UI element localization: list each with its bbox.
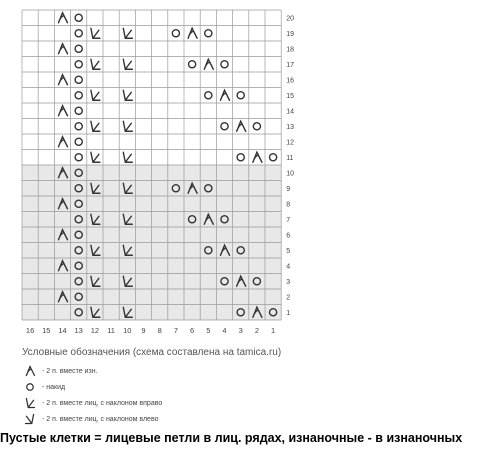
column-number: 11: [107, 326, 115, 335]
yarn-over-symbol: [270, 154, 277, 161]
legend-item: [22, 396, 492, 412]
column-number: 10: [123, 326, 132, 335]
legend-item: [22, 380, 492, 396]
yarn-over-symbol: [75, 154, 82, 161]
yarn-over-symbol: [75, 123, 82, 130]
yarn-over-symbol: [172, 30, 179, 37]
row-number: 9: [286, 185, 291, 193]
row-number: 20: [286, 15, 294, 23]
k2tog-right-symbol: [26, 399, 34, 408]
yarn-over-symbol: [75, 138, 82, 145]
row-number: 17: [286, 61, 294, 69]
column-number: 4: [222, 326, 227, 335]
row-number: 19: [286, 30, 294, 38]
purl-2-together-symbol: [59, 44, 68, 54]
row-number: 3: [286, 278, 291, 286]
column-number: 2: [254, 326, 259, 335]
column-number: 16: [25, 326, 35, 335]
yarn-over-symbol: [253, 123, 260, 130]
k2tog-right-symbol: [91, 152, 100, 162]
column-number: 9: [141, 326, 146, 335]
yarn-over-symbol: [75, 45, 82, 52]
purl-2-together-symbol: [237, 121, 246, 131]
k2tog-right-symbol: [123, 28, 132, 38]
row-number: 13: [286, 123, 294, 131]
k2tog-right-icon: [22, 396, 38, 410]
row-number: 12: [286, 139, 294, 147]
purl-2-together-icon: [22, 364, 38, 378]
yarn-over-symbol: [75, 30, 82, 37]
purl-2-together-symbol: [26, 367, 34, 376]
yarn-over-symbol: [75, 76, 82, 83]
k2tog-right-symbol: [91, 90, 100, 100]
column-number: 1: [271, 326, 276, 335]
k2tog-right-symbol: [123, 121, 132, 131]
legend-title: Условные обозначения (схема составлена на tamica.ru): [22, 347, 282, 358]
row-number: 16: [286, 77, 294, 85]
legend-item-text: - накид: [42, 384, 66, 391]
row-number: 15: [286, 92, 294, 100]
bottom-note: Пустые клетки = лицевые петли в лиц. рядах, изнаночные - в изнаночных: [0, 431, 463, 445]
k2tog-right-symbol: [123, 59, 132, 69]
yarn-over-symbol: [75, 92, 82, 99]
row-number: 2: [286, 294, 291, 302]
column-number: 3: [238, 326, 243, 335]
row-number: 7: [286, 216, 291, 224]
yarn-over-symbol: [27, 384, 33, 390]
column-number: 7: [173, 326, 178, 335]
yarn-over-symbol: [237, 154, 244, 161]
yarn-over-symbol: [75, 14, 82, 21]
k2tog-right-symbol: [91, 59, 100, 69]
purl-2-together-symbol: [188, 28, 197, 38]
column-number: 15: [42, 326, 51, 335]
column-number: 13: [74, 326, 83, 335]
k2tog-right-symbol: [91, 28, 100, 38]
purl-2-together-symbol: [59, 13, 68, 23]
row-number: 4: [286, 263, 291, 271]
legend-item-text: - 2 п. вместе лиц. с наклоном вправо: [42, 400, 163, 407]
row-number: 18: [286, 46, 294, 54]
purl-2-together-symbol: [59, 106, 68, 116]
yarn-over-symbol: [75, 61, 82, 68]
row-number: 11: [286, 154, 294, 162]
purl-2-together-symbol: [59, 137, 68, 147]
legend-item-text: - 2 п. вместе изн.: [42, 368, 98, 375]
column-number: 6: [190, 326, 195, 335]
legend: [22, 347, 492, 428]
k2tog-right-symbol: [123, 152, 132, 162]
row-number: 6: [286, 232, 291, 240]
yarn-over-symbol: [189, 61, 196, 68]
legend-item: [22, 364, 492, 380]
yarn-over-symbol: [221, 61, 228, 68]
k2tog-left-symbol: [26, 415, 34, 424]
row-number: 14: [286, 108, 294, 116]
purl-2-together-symbol: [204, 59, 213, 69]
yarn-over-symbol: [75, 107, 82, 114]
legend-item: [22, 412, 492, 428]
row-number: 10: [286, 170, 294, 178]
column-number: 14: [58, 326, 67, 335]
yarn-over-symbol: [205, 92, 212, 99]
column-number: 5: [206, 326, 211, 335]
purl-2-together-symbol: [59, 75, 68, 85]
row-number: 1: [286, 309, 291, 317]
purl-2-together-symbol: [221, 90, 230, 100]
k2tog-right-symbol: [123, 90, 132, 100]
yarn-over-symbol: [205, 30, 212, 37]
yarn-over-symbol: [237, 92, 244, 99]
k2tog-right-symbol: [91, 121, 100, 131]
column-number: 12: [90, 326, 100, 335]
legend-item-text: - 2 п. вместе лиц. с наклоном влево: [42, 416, 159, 423]
column-number: 8: [157, 326, 162, 335]
yarn-over-icon: [22, 380, 38, 394]
k2tog-left-icon: [22, 412, 38, 426]
row-number: 5: [286, 247, 291, 255]
yarn-over-symbol: [221, 123, 228, 130]
row-number: 8: [286, 201, 291, 209]
purl-2-together-symbol: [253, 152, 262, 162]
